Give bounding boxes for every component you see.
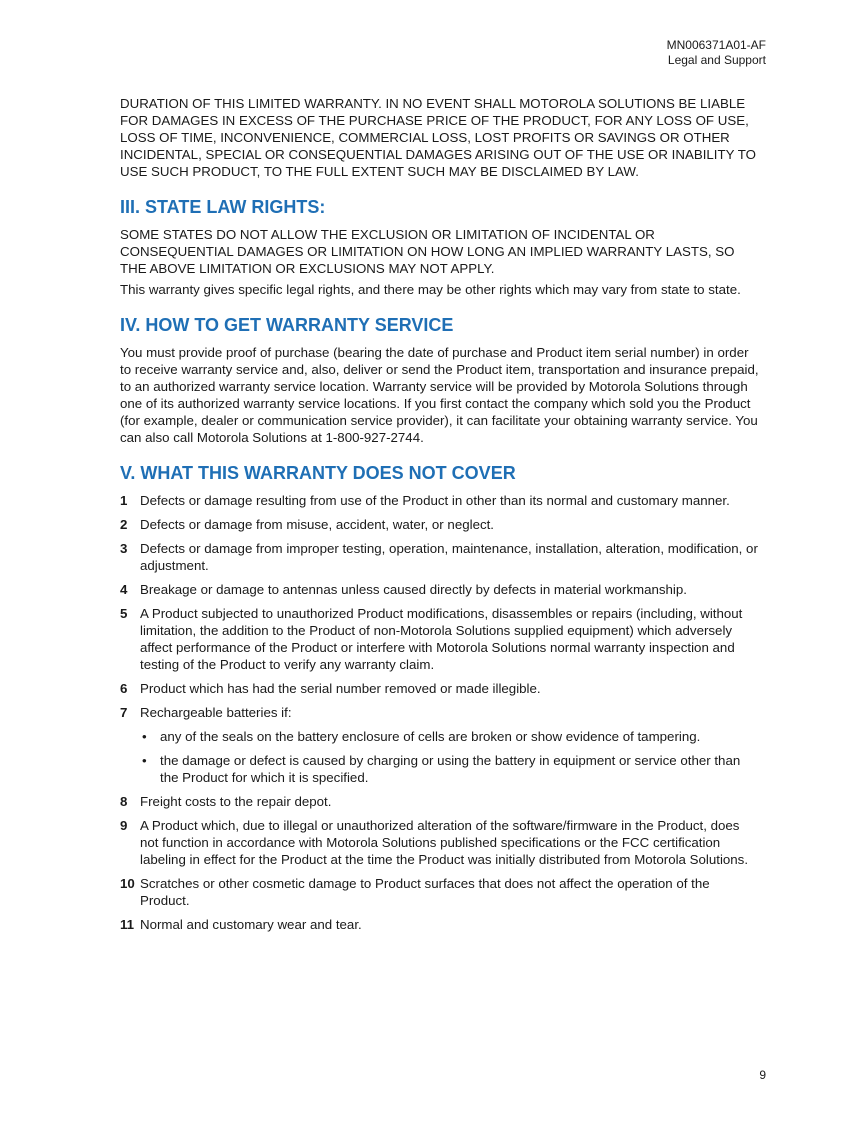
list-item-number: 2 — [120, 517, 128, 532]
bullet-text: the damage or defect is caused by charging or using the battery in equipment or service other than the Product for which it is specified. — [160, 753, 741, 785]
battery-bullet-item — [120, 728, 760, 745]
state-law-paragraph-1: SOME STATES DO NOT ALLOW THE EXCLUSION OR LIMITATION OF INCIDENTAL OR CONSEQUENTIAL DAMAGES OR LIMITATION ON HOW LONG AN IMPLIED WARRANTY LASTS, SO THE ABOVE LIMITATION OR EXCLUSIONS MAY NOT APPLY. — [120, 227, 735, 276]
state-law-paragraph-2: This warranty gives specific legal rights, and there may be other rights which may vary from state to state. — [120, 282, 741, 297]
list-item-text: A Product subjected to unauthorized Product modifications, disassembles or repairs (including, without limitation, the addition to the Product of non-Motorola Solutions supplied equipment) which adversely affect performance of the Product or interfere with Motorola Solutions normal warranty inspection and testing of the Product to verify any warranty claim. — [140, 606, 743, 672]
bullet-text: any of the seals on the battery enclosure of cells are broken or show evidence of tampering. — [160, 729, 701, 744]
list-item-number: 11 — [120, 917, 135, 932]
list-item-text: Normal and customary wear and tear. — [140, 917, 362, 932]
list-item-number: 3 — [120, 541, 128, 556]
section-label: Legal and Support — [667, 53, 766, 67]
list-item — [120, 516, 760, 533]
list-item-text: Breakage or damage to antennas unless caused directly by defects in material workmanship. — [140, 582, 687, 597]
list-item-text: Product which has had the serial number removed or made illegible. — [140, 681, 541, 696]
intro-paragraph: DURATION OF THIS LIMITED WARRANTY. IN NO EVENT SHALL MOTOROLA SOLUTIONS BE LIABLE FOR DAMAGES IN EXCESS OF THE PURCHASE PRICE OF THE PRODUCT, FOR ANY LOSS OF USE, LOSS OF TIME, INCONVENIENCE, COMMERCIAL LOSS, LOST PROFITS OR SAVINGS OR OTHER INCIDENTAL, SPECIAL OR CONSEQUENTIAL DAMAGES ARISING OUT OF THE USE OR INABILITY TO USE SUCH PRODUCT, TO THE FULL EXTENT SUCH MAY BE DISCLAIMED BY LAW. — [120, 96, 756, 179]
list-item — [120, 680, 760, 697]
list-item-text: A Product which, due to illegal or unauthorized alteration of the software/firmware in the Product, does not function in accordance with Motorola Solutions published specifications or the FCC certification labeling in effect for the Product at the time the Product was initially distributed from Motorola Solutions. — [140, 818, 749, 867]
list-item-number: 9 — [120, 818, 128, 833]
list-item — [120, 704, 760, 721]
list-item-text: Defects or damage resulting from use of the Product in other than its normal and customary manner. — [140, 493, 730, 508]
list-item-number: 7 — [120, 705, 128, 720]
warranty-service-paragraph: You must provide proof of purchase (bearing the date of purchase and Product item serial number) in order to receive warranty service and, also, deliver or send the Product item, transportation and insurance prepaid, to an authorized warranty service location. Warranty service will be provided by Motorola Solutions through one of its authorized warranty service locations. If you first contact the company which sold you the Product (for example, dealer or communication service provider), it can facilitate your obtaining warranty service. You can also call Motorola Solutions at 1-800-927-2744. — [120, 345, 759, 445]
list-item-number: 6 — [120, 681, 128, 696]
list-item-number: 5 — [120, 606, 128, 621]
battery-bullet-item — [120, 752, 760, 786]
list-item-number: 1 — [120, 493, 128, 508]
bullet-icon: • — [142, 729, 147, 744]
list-item — [120, 605, 760, 673]
page-header — [667, 38, 766, 68]
list-item — [120, 793, 760, 810]
heading-state-law-rights: III. STATE LAW RIGHTS: — [120, 197, 326, 217]
bullet-icon: • — [142, 753, 147, 768]
list-item-text: Freight costs to the repair depot. — [140, 794, 332, 809]
heading-warranty-service: IV. HOW TO GET WARRANTY SERVICE — [120, 315, 454, 335]
list-item-text: Rechargeable batteries if: — [140, 705, 292, 720]
list-item — [120, 875, 760, 909]
list-item — [120, 492, 760, 509]
list-item-number: 8 — [120, 794, 128, 809]
list-item-number: 4 — [120, 582, 128, 597]
document-body — [120, 95, 760, 940]
list-item — [120, 817, 760, 868]
page-number: 9 — [759, 1068, 766, 1082]
heading-not-covered: V. WHAT THIS WARRANTY DOES NOT COVER — [120, 463, 516, 483]
list-item — [120, 581, 760, 598]
list-item — [120, 540, 760, 574]
list-item — [120, 916, 760, 933]
list-item-text: Defects or damage from improper testing, operation, maintenance, installation, alteration, modification, or adjustment. — [140, 541, 758, 573]
list-item-number: 10 — [120, 876, 135, 891]
document-id: MN006371A01-AF — [666, 38, 766, 52]
list-item-text: Defects or damage from misuse, accident, water, or neglect. — [140, 517, 495, 532]
list-item-text: Scratches or other cosmetic damage to Product surfaces that does not affect the operation of the Product. — [140, 876, 710, 908]
